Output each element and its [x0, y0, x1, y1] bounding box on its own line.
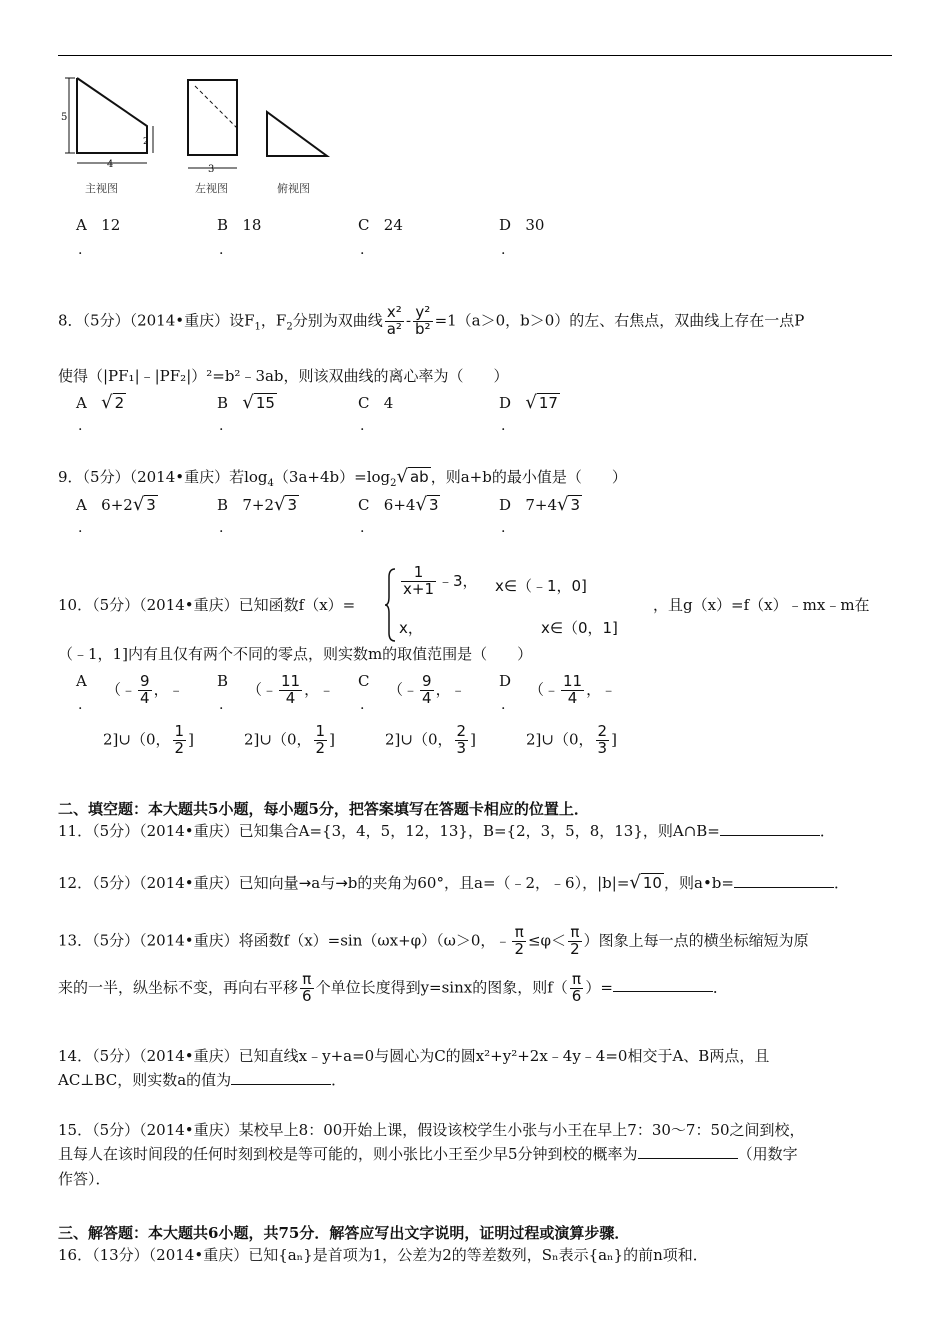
q11-stem: 11．（5分）（2014•重庆）已知集合A={3，4，5，12，13}，B={2，3，5，8，13}，则A∩B= ． — [58, 822, 835, 840]
q9-option-c[interactable]: C 6+4√ 3 — [358, 494, 439, 515]
q8-option-b[interactable]: B √ 15 — [217, 392, 275, 413]
q8-option-c[interactable]: C 4 — [358, 394, 394, 412]
q10-stem-tail: ，且g（x）=f（x）﹣mx﹣m在 — [653, 596, 870, 614]
q10-option-b-letter[interactable]: B — [217, 672, 229, 690]
q10-option-a-letter[interactable]: A — [76, 672, 87, 690]
q10-option-c-letter[interactable]: C — [358, 672, 370, 690]
front-view-caption: 主视图 — [85, 182, 118, 195]
front-view — [61, 78, 153, 195]
q16-stem: 16．（13分）（2014•重庆）已知{aₙ}是首项为1，公差为2的等差数列，Sₙ表示{aₙ}的前n项和． — [58, 1246, 708, 1264]
q10-stem: 10．（5分）（2014•重庆）已知函数f（x）= — [58, 596, 356, 614]
q10-option-c-line2[interactable]: 2]∪（0， $\frac{2}{3}$ ] — [385, 722, 476, 757]
q9-option-b[interactable]: B 7+2√ 3 — [217, 494, 298, 515]
q15-stem-line3: 作答）． — [58, 1170, 111, 1188]
q10-option-a[interactable]: （﹣ $\frac{9}{4}$ ，﹣ — [106, 672, 184, 707]
q12-stem: 12．（5分）（2014•重庆）已知向量→a与→b的夹角为60°，且a=（﹣2，﹣6），|b|=√ 10 ，则a•b= ． — [58, 872, 849, 893]
q15-stem-line2: 且每人在该时间段的任何时刻到校是等可能的，则小张比小王至少早5分钟到校的概率为 （用数字 — [58, 1145, 798, 1163]
q10-case1: $\frac{1}{x+1}$ ﹣3， — [403, 563, 478, 598]
q15-answer-blank[interactable] — [638, 1158, 738, 1159]
q10-option-b[interactable]: （﹣ $\frac{11}{4}$ ，﹣ — [247, 672, 335, 707]
q13-stem: 13．（5分）（2014•重庆）将函数f（x）=sin（ωx+φ）（ω＞0，﹣ $\frac{\pi}{2}$ ≤φ＜ $\frac{\pi}{2}$ ）图象上每一点的横坐标缩短为原 — [58, 923, 809, 958]
q7-option-b[interactable]: B 18 — [217, 216, 262, 234]
q10-stem-line2: （﹣1，1]内有且仅有两个不同的零点，则实数m的取值范围是（ ） — [58, 645, 533, 663]
dim-4-label: 4 — [107, 159, 114, 170]
q7-option-c[interactable]: C 24 — [358, 216, 403, 234]
q7-option-d[interactable]: D 30 — [499, 216, 545, 234]
q10-case2: x， — [399, 619, 423, 637]
q14-stem: 14．（5分）（2014•重庆）已知直线x﹣y+a=0与圆心为C的圆x²+y²+2x﹣4y﹣4=0相交于A、B两点，且 — [58, 1047, 770, 1065]
q11-answer-blank[interactable] — [720, 835, 820, 836]
brace-icon — [385, 567, 397, 643]
dim-3-label: 3 — [208, 164, 215, 175]
q10-option-a-line2[interactable]: 2]∪（0， $\frac{1}{2}$ ] — [103, 722, 194, 757]
q8-stem-line2: 使得（|PF₁|﹣|PF₂|）²=b²﹣3ab，则该双曲线的离心率为（ ） — [58, 367, 509, 385]
q9-option-d[interactable]: D 7+4√ 3 — [499, 494, 581, 515]
q12-answer-blank[interactable] — [734, 887, 834, 888]
section-3-heading: 三、解答题：本大题共6小题，共75分．解答应写出文字说明，证明过程或演算步骤． — [58, 1224, 630, 1242]
section-2-heading: 二、填空题：本大题共5小题，每小题5分，把答案填写在答题卡相应的位置上． — [58, 800, 589, 818]
q13-stem-line2: 来的一半，纵坐标不变，再向右平移 $\frac{\pi}{6}$ 个单位长度得到y=sinx的图象，则f（ $\frac{\pi}{6}$ ）= ． — [58, 970, 728, 1005]
dim-2-label: 2 — [143, 137, 149, 147]
q15-stem: 15．（5分）（2014•重庆）某校早上8：00开始上课，假设该校学生小张与小王在早上7：30～7：50之间到校， — [58, 1121, 805, 1139]
q14-answer-blank[interactable] — [231, 1084, 331, 1085]
q9-option-a[interactable]: A 6+2√ 3 — [76, 494, 156, 515]
dim-5-label: 5 — [61, 112, 68, 123]
three-view-figure — [55, 68, 345, 203]
q8-stem: 8．（5分）（2014•重庆）设$F_1$，$F_2$分别为双曲线 $\frac{\text{x²}}{\text{a²}}$ - $\frac{\text{y²}}{\text{b²}}$ =1（a＞0，b＞0）的左、右焦点，双曲线上存在一点P — [58, 303, 805, 338]
side-view-caption: 左视图 — [195, 182, 228, 195]
q10-case2-domain: x∈（0，1] — [541, 619, 618, 637]
q10-option-b-line2[interactable]: 2]∪（0， $\frac{1}{2}$ ] — [244, 722, 335, 757]
q10-case1-domain: x∈（﹣1，0] — [495, 577, 587, 595]
q9-stem: 9．（5分）（2014•重庆）若$\log_4(3a+4b)=\log_2√$ ab ，则a+b的最小值是（ ） — [58, 466, 627, 489]
top-view-caption: 俯视图 — [277, 182, 310, 195]
q7-option-a[interactable]: A 12 — [76, 216, 121, 234]
q10-option-d-line2[interactable]: 2]∪（0， $\frac{2}{3}$ ] — [526, 722, 617, 757]
q8-option-d[interactable]: D √ 17 — [499, 392, 558, 413]
q10-option-c[interactable]: （﹣ $\frac{9}{4}$ ，﹣ — [388, 672, 466, 707]
q8-option-a[interactable]: A √ 2 — [76, 392, 125, 413]
side-view — [188, 80, 237, 195]
q10-option-d-letter[interactable]: D — [499, 672, 512, 690]
top-view — [267, 112, 327, 195]
q13-answer-blank[interactable] — [613, 991, 713, 992]
header-rule — [58, 55, 892, 56]
q10-option-d[interactable]: （﹣ $\frac{11}{4}$ ，﹣ — [529, 672, 617, 707]
q14-stem-line2: AC⊥BC，则实数a的值为 ． — [58, 1071, 347, 1089]
